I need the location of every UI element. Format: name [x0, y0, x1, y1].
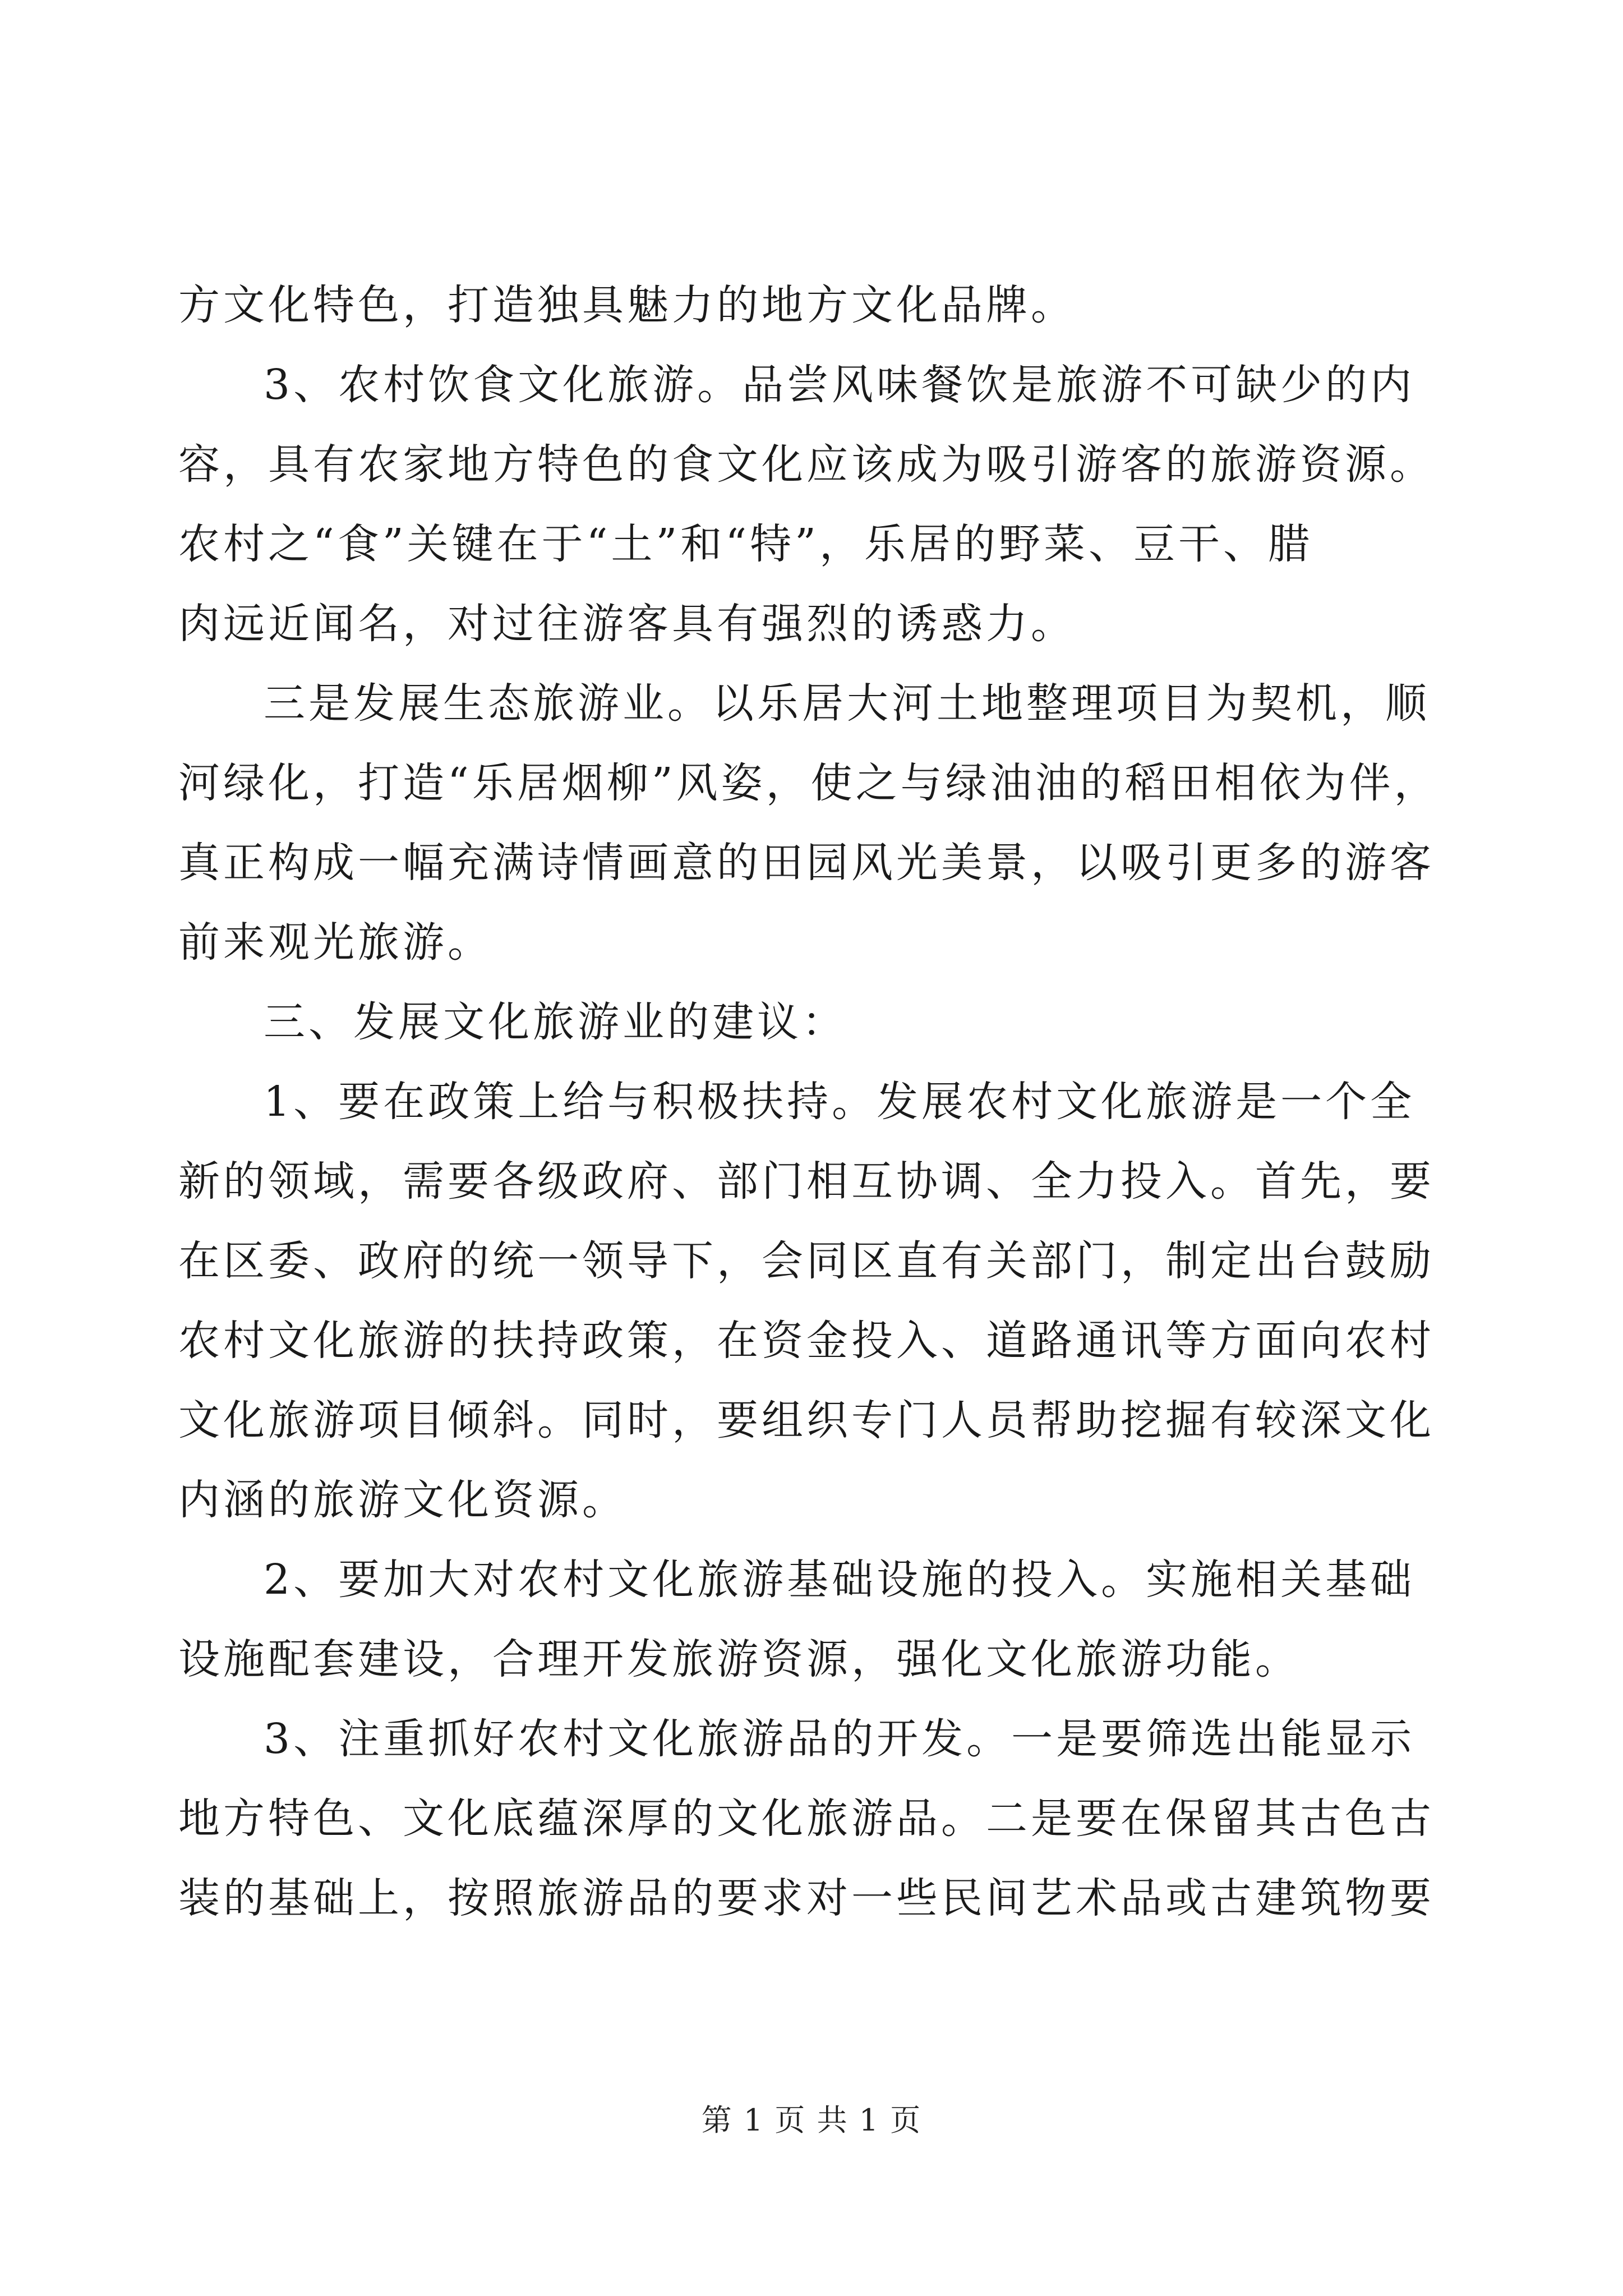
- text-line: 2、要加大对农村文化旅游基础设施的投入。实施相关基础: [264, 1556, 1415, 1604]
- text-line: 3、农村饮食文化旅游。品尝风味餐饮是旅游不可缺少的内: [264, 361, 1415, 409]
- text-line: 河绿化，打造“乐居烟柳”风姿，使之与绿油油的稻田相依为伴，: [178, 759, 1439, 807]
- text-line: 肉远近闻名，对过往游客具有强烈的诱惑力。: [178, 600, 1076, 648]
- text-line: 农村文化旅游的扶持政策，在资金投入、道路通讯等方面向农村: [178, 1317, 1435, 1365]
- text-line: 方文化特色，打造独具魅力的地方文化品牌。: [178, 281, 1076, 329]
- page-number-footer: 第 1 页 共 1 页: [701, 2102, 922, 2138]
- text-line: 内涵的旅游文化资源。: [178, 1476, 627, 1524]
- text-line: 文化旅游项目倾斜。同时，要组织专门人员帮助挖掘有较深文化: [178, 1396, 1435, 1444]
- text-line: 1、要在政策上给与积极扶持。发展农村文化旅游是一个全: [264, 1078, 1415, 1126]
- text-line: 农村之“食”关键在于“土”和“特”，乐居的野菜、豆干、腊: [178, 520, 1313, 568]
- text-line: 新的领域，需要各级政府、部门相互协调、全力投入。首先，要: [178, 1157, 1435, 1205]
- section-heading: 三、发展文化旅游业的建议：: [264, 998, 847, 1046]
- text-line: 地方特色、文化底蕴深厚的文化旅游品。二是要在保留其古色古: [178, 1795, 1435, 1843]
- text-line: 真正构成一幅充满诗情画意的田园风光美景，以吸引更多的游客: [178, 839, 1435, 887]
- text-line: 3、注重抓好农村文化旅游品的开发。一是要筛选出能显示: [264, 1715, 1415, 1763]
- text-line: 前来观光旅游。: [178, 918, 492, 967]
- text-line: 容，具有农家地方特色的食文化应该成为吸引游客的旅游资源。: [178, 440, 1435, 489]
- text-line: 在区委、政府的统一领导下，会同区直有关部门，制定出台鼓励: [178, 1237, 1435, 1285]
- body-text: [178, 265, 1447, 1938]
- text-line: 三是发展生态旅游业。以乐居大河土地整理项目为契机，顺: [264, 679, 1430, 728]
- text-line: 装的基础上，按照旅游品的要求对一些民间艺术品或古建筑物要: [178, 1874, 1435, 1922]
- text-line: 设施配套建设，合理开发旅游资源，强化文化旅游功能。: [178, 1635, 1300, 1683]
